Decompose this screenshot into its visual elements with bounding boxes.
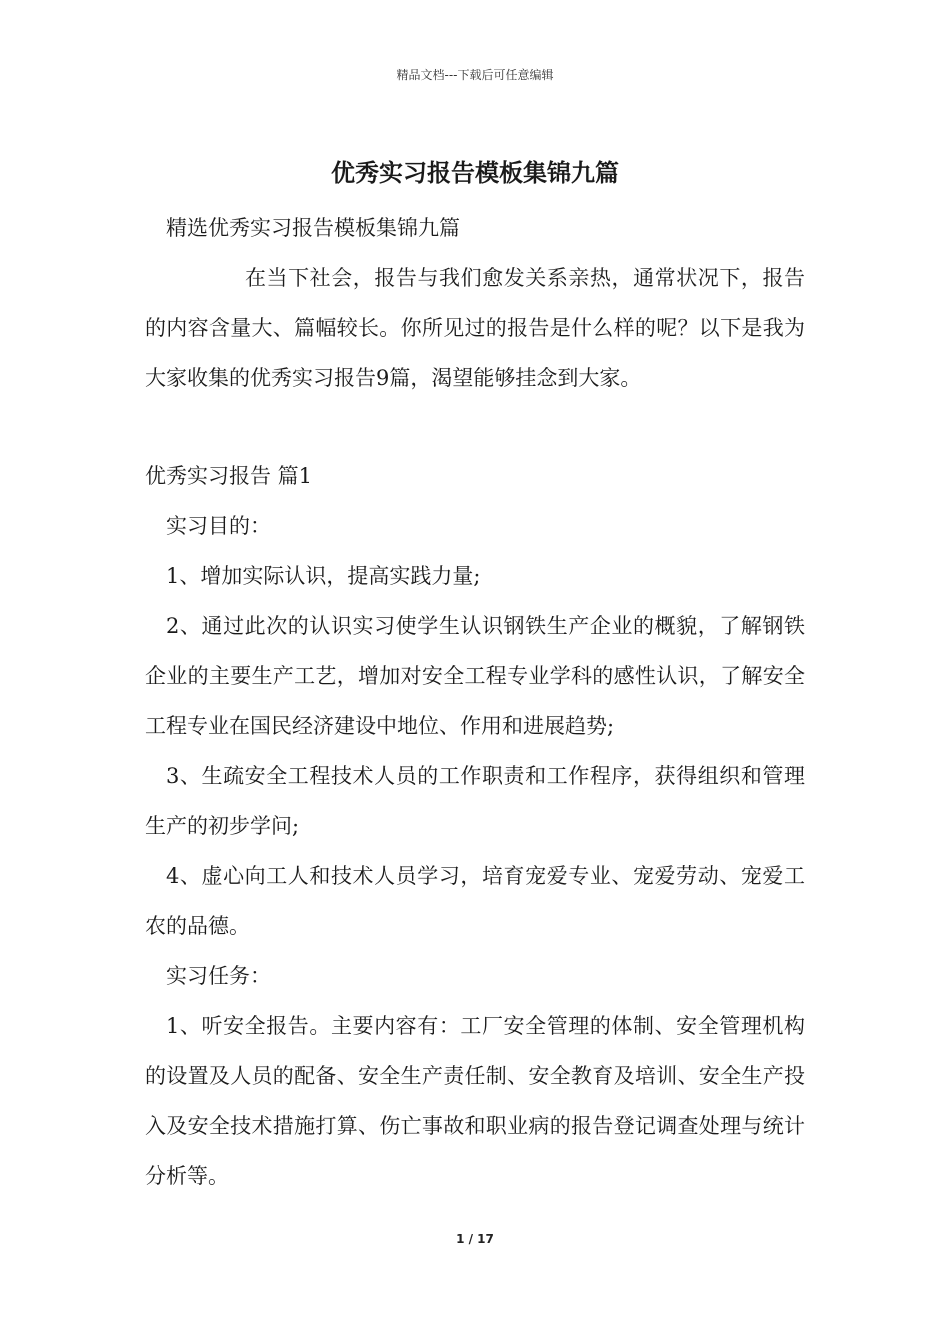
purpose-item: 2、通过此次的认识实习使学生认识钢铁生产企业的概貌，了解钢铁企业的主要生产工艺，增加对安全工程专业学科的感性认识，了解安全工程专业在国民经济建设中地位、作用和进展趋势; <box>145 614 805 738</box>
document-title: 优秀实习报告模板集锦九篇 <box>331 159 619 187</box>
purpose-item: 3、生疏安全工程技术人员的工作职责和工作程序，获得组织和管理生产的初步学问; <box>145 764 805 838</box>
header-note: 精品文档---下载后可任意编辑 <box>396 68 554 82</box>
spacer <box>145 403 805 451</box>
document-body <box>145 203 805 1201</box>
subtitle: 精选优秀实习报告模板集锦九篇 <box>166 216 460 240</box>
intro-paragraph: 在当下社会，报告与我们愈发关系亲热，通常状况下，报告的内容含量大、篇幅较长。你所见过的报告是什么样的呢？以下是我为大家收集的优秀实习报告9篇，渴望能够挂念到大家。 <box>145 266 805 390</box>
task-item: 1、听安全报告。主要内容有：工厂安全管理的体制、安全管理机构的设置及人员的配备、安全生产责任制、安全教育及培训、安全生产投入及安全技术措施打算、伤亡事故和职业病的报告登记调查处理与统计分析等。 <box>145 1014 805 1188</box>
task-label: 实习任务： <box>166 964 271 988</box>
page-indicator: 1 / 17 <box>456 1232 494 1246</box>
section-heading: 优秀实习报告 篇1 <box>145 464 313 488</box>
purpose-label: 实习目的： <box>166 514 271 538</box>
purpose-item: 4、虚心向工人和技术人员学习，培育宠爱专业、宠爱劳动、宠爱工农的品德。 <box>145 864 805 938</box>
purpose-item: 1、增加实际认识，提高实践力量; <box>166 564 481 588</box>
